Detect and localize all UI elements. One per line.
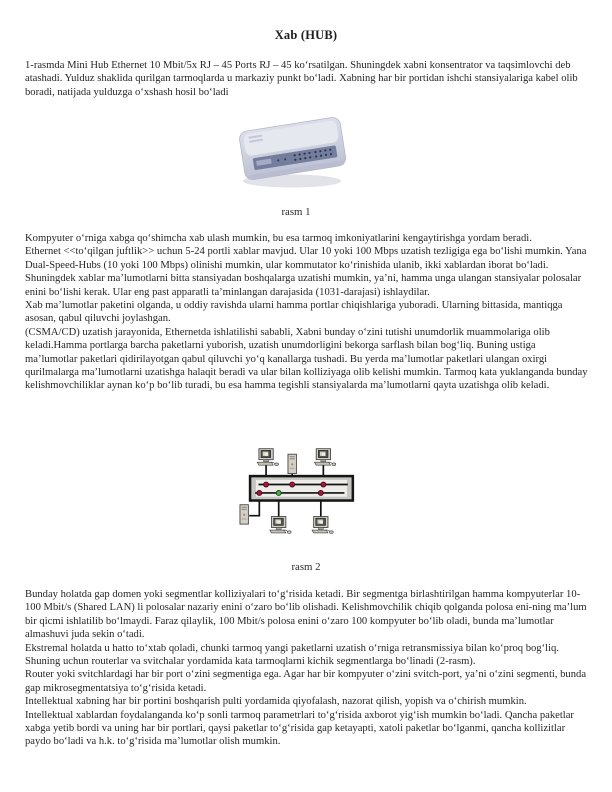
mini-hub-photo <box>231 107 357 195</box>
figure1-caption: rasm 1 <box>281 206 311 218</box>
paragraph: 1-rasmda Mini Hub Ethernet 10 Mbit/5x RJ – 45 Ports RJ – 45 ko‘rsatilgan. Shuningdek xabni konsentrator va taqsimlovchi deb atashadi. Yulduz shaklida qurilgan tarmoqlarda u markaziy punkt bo‘ladi. Xabning har bir portidan ishchi stansiyalariga kabel olib boradi, natijada yulduzga o‘xshash hosil bo‘ladi <box>25 60 578 98</box>
hub-bus-inner <box>256 480 347 497</box>
paragraph: Intellektual xablardan foydalanganda ko‘p sonli tarmoq parametrlari to‘g‘risida axborot yig‘ish mumkin bo‘ladi. Qancha paketlar xabga yetib bordi va uning har bir portlari, qaysi paketlar to‘g‘risida gap ketayapti, xatoli paketlar bo‘lganmi, qancha kollizitlar paydo bo‘ladi va h.k. to‘g‘risida ma’lumotlar olish mumkin. <box>25 709 574 748</box>
paragraph: (CSMA/CD) uzatish jarayonida, Ethernetda ishlatilishi sababli, Xabni bunday o‘zini tutishi unumdorlik muammolariga olib keladi.Hamma portlarga barcha paketlarni yuborish, uzatish unumdorligini bekorga sarflash bilan bog‘liq. Buning ustiga ma’lumotlar paketlari qidirilayotgan qabul qiluvchi yo‘q kanallarga tushadi. Bu yerda ma’lumotlar paketlari ulangan oxirgi qurilmalarga ma’lumotlarni uzatishga halaqit beradi va ular bilan kolliziyaga olib kelishi mumkin. Tarmoq kata yuklanganda bunday kelishmovchiliklar aynan ko‘p bo‘lib turadi, bu esa hamma tegishli stansiyalarda ma’lumotlarni qayta uzatishga olib keladi. <box>25 326 588 392</box>
desktop-computer-icon <box>315 449 336 466</box>
port-dot-red <box>321 482 326 487</box>
port-dot-red <box>290 482 295 487</box>
tower-computer-icon <box>240 505 248 524</box>
network-diagram <box>229 433 368 547</box>
figure-hub-photo <box>231 107 357 195</box>
paragraph: Xab ma’lumotlar paketini olganda, u oddiy ravishda ularni hamma portlar chiqishlariga yuboradi. Ularning bittasida, mantiqga asosan, qabul qiluvchi joylashgan. <box>25 300 563 325</box>
paragraph: Shuningdek xablar ma’lumotlarni bitta stansiyadan boshqalarga uzatishi mumkin, ya’ni, hamma unga ulangan stansiyalar polosalar enini bo‘lishi kerak. Ular eng past apparatli ta’minlangan darajasida (1031-darajasi) ishlaydilar. <box>25 273 582 298</box>
paragraph: Router yoki svitchlardagi har bir port o‘zini segmentiga ega. Agar har bir kompyuter o‘zini svitch-port, ya’ni o‘zini segmenti, bunda gap mikrosegmentatsiya to‘g‘risida ketadi. <box>25 669 587 694</box>
page-title: Xab (HUB) <box>274 28 338 42</box>
port-dot-red <box>257 490 262 495</box>
figure2-caption: rasm 2 <box>291 561 321 573</box>
desktop-computer-icon <box>312 517 333 534</box>
paragraph: Ekstremal holatda u hatto to‘xtab qoladi, chunki tarmoq yangi paketlarni uzatish o‘rniga retransmissiya bilan ko‘proq bog‘liq. Shuning uchun routerlar va svitchalar yordamida kata tarmoqlarni kichik segmentlarga bo‘linadi (2-rasm). <box>25 642 559 668</box>
port-dot-red <box>318 490 323 495</box>
figure-network-diagram <box>229 433 368 547</box>
paragraph: Kompyuter o‘rniga xabga qo‘shimcha xab ulash mumkin, bu esa tarmoq imkoniyatlarini kengaytirishga yordam beradi. <box>25 233 532 244</box>
port-dot-green <box>276 490 281 495</box>
paragraph: Intellektual xabning har bir portini boshqarish pulti yordamida qiyofalash, nazorat qilish, yopish va o‘chirish mumkin. <box>25 696 527 708</box>
tower-computer-icon <box>288 454 296 473</box>
paragraph: Bunday holatda gap domen yoki segmentlar kolliziyalari to‘g‘risida ketadi. Bir segmentga birlashtirilgan hamma kompyuterlar 10-100 Mbit/s (Shared LAN) li polosalar nazariy enini o‘zaro bo‘lib olishadi. Kelishmovchilik chiqib qolganda polosa eni-ning ma’lum bir qicmi ishlatilib bo‘lmaydi. Faraz qilaylik, 100 Mbit/s polosa enini o‘zaro 100 kompyuter bo‘lib oladi, bunda ma’lumotlar almashuvi juda sekin o‘tadi. <box>25 589 587 641</box>
paragraph: Ethernet <<to‘qilgan juftlik>> uchun 5-24 portli xablar mavjud. Ular 10 yoki 100 Mbps uzatish tezligiga ega bo‘lishi mumkin. Yana Dual-Speed-Hubs (10 yoki 100 Mbps) olinishi mumkin, ular kommutator ko‘rinishida ulanib, ikki xablardan iborat bo‘ladi. <box>25 246 587 271</box>
section-b-paragraphs <box>25 588 589 749</box>
desktop-computer-icon <box>270 517 291 534</box>
desktop-computer-icon <box>257 449 278 466</box>
hub-device-body <box>238 116 346 180</box>
section-a-paragraphs <box>25 232 589 393</box>
intro-paragraphs <box>25 59 589 99</box>
port-dot-red <box>264 482 269 487</box>
